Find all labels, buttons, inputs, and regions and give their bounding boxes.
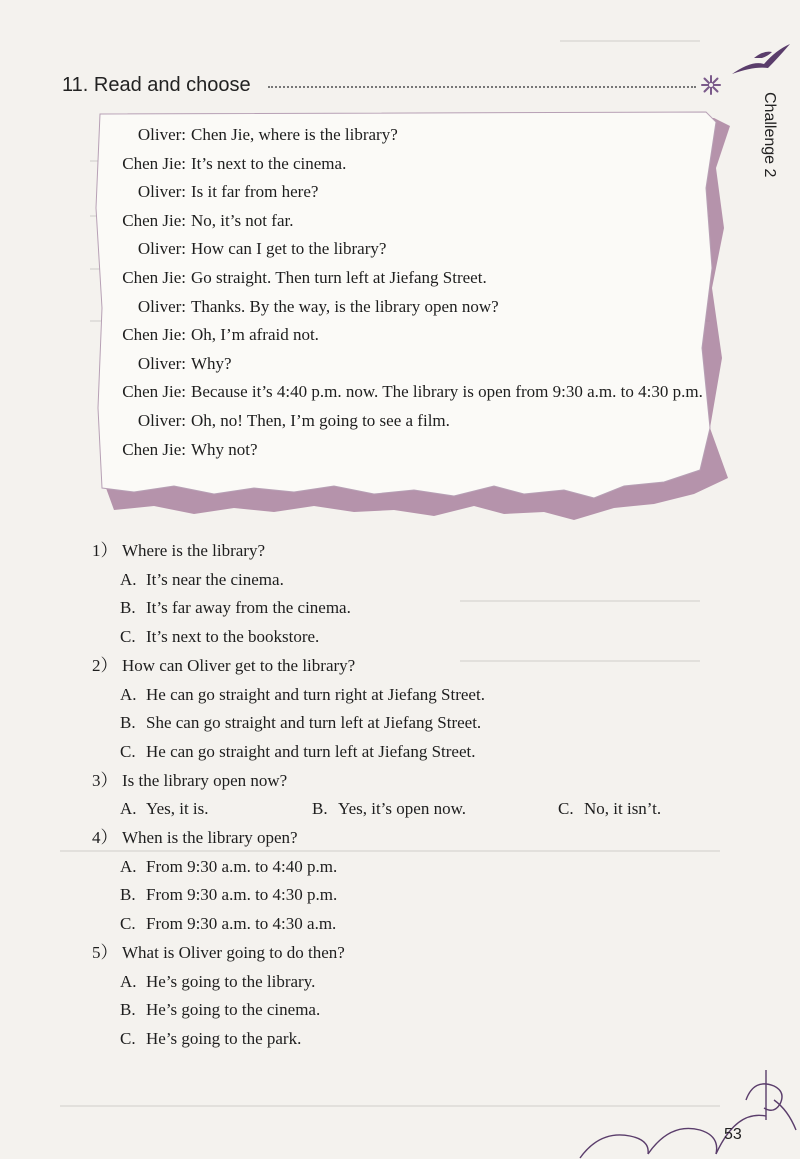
answer-option[interactable] [312, 795, 558, 824]
speaker-name: Chen Jie: [122, 439, 186, 459]
speech-text: Because it’s 4:40 p.m. now. The library is open from 9:30 a.m. to 4:30 p.m. [191, 382, 703, 402]
section-number: 11. [62, 74, 89, 96]
question-number: 1） [92, 541, 118, 560]
question [92, 537, 712, 566]
answer-option[interactable] [92, 709, 712, 738]
speaker-name: Oliver: [137, 125, 186, 144]
speaker-name: Oliver: [137, 182, 186, 202]
answer-option[interactable] [92, 681, 712, 710]
speaker-name: Chen Jie: [122, 153, 186, 173]
speech-text: It’s next to the cinema. [191, 153, 347, 173]
option-text: She can go straight and turn left at Jiefang Street. [146, 713, 482, 733]
speaker-name: Chen Jie: [122, 267, 186, 287]
question [92, 939, 712, 968]
option-text: He can go straight and turn left at Jiefang Street. [146, 741, 476, 761]
speech-text: Thanks. By the way, is the library open now? [191, 296, 499, 316]
speaker-name: Oliver: [137, 239, 186, 259]
question-text: What is Oliver going to do then? [122, 942, 345, 962]
speaker-name: Oliver: [137, 353, 186, 373]
speech-text: How can I get to the library? [191, 239, 387, 259]
option-letter: A. [120, 569, 137, 589]
question-number: 3） [92, 770, 118, 790]
option-letter: C. [558, 799, 574, 819]
answer-option[interactable] [92, 881, 712, 910]
option-text: He’s going to the park. [146, 1028, 302, 1048]
speech-text: Oh, I’m afraid not. [191, 325, 319, 345]
option-letter: C. [120, 1028, 136, 1048]
answer-option[interactable] [92, 1025, 712, 1054]
question [92, 652, 712, 681]
question-text: Where is the library? [122, 541, 266, 560]
question [92, 767, 712, 796]
option-letter: A. [120, 971, 137, 991]
speech-text: Go straight. Then turn left at Jiefang Street. [191, 267, 487, 287]
dialogue-line [110, 436, 710, 465]
section-title-text: Read and choose [93, 74, 251, 96]
speech-text: Is it far from here? [191, 182, 319, 202]
answer-option[interactable] [92, 566, 712, 595]
option-text: It’s next to the bookstore. [146, 627, 320, 647]
question-number: 2） [92, 655, 118, 675]
option-letter: B. [312, 799, 328, 819]
flying-birds-icon [724, 40, 794, 80]
option-letter: C. [120, 914, 136, 934]
answer-option[interactable] [558, 795, 661, 824]
dialogue-line [110, 235, 710, 264]
question-number: 5） [92, 942, 118, 962]
option-text: Yes, it’s open now. [338, 799, 466, 819]
option-letter: B. [120, 1000, 136, 1020]
answer-option[interactable] [92, 594, 712, 623]
option-letter: A. [120, 684, 137, 704]
option-letter: B. [120, 885, 136, 905]
option-letter: A. [120, 856, 137, 876]
speech-text: Oh, no! Then, I’m going to see a film. [191, 410, 450, 430]
dialogue-line [110, 264, 710, 293]
question-list [92, 537, 712, 1054]
answer-option[interactable] [92, 623, 712, 652]
answer-option[interactable] [92, 738, 712, 767]
dialogue-line [110, 350, 710, 379]
option-text: It’s far away from the cinema. [146, 598, 351, 618]
dialogue-line [110, 150, 710, 179]
option-letter: B. [120, 713, 136, 733]
option-letter: A. [120, 799, 137, 819]
option-text: It’s near the cinema. [146, 569, 284, 589]
option-letter: C. [120, 627, 136, 647]
answer-option[interactable] [120, 795, 312, 824]
option-text: No, it isn’t. [584, 799, 662, 819]
option-text: He’s going to the library. [146, 971, 316, 991]
corner-swirl-icon [560, 1070, 800, 1159]
answer-option-row [92, 795, 712, 824]
dialogue-line [110, 178, 710, 207]
speech-text: No, it’s not far. [191, 210, 294, 230]
dialogue-line [110, 407, 710, 436]
speaker-name: Chen Jie: [122, 382, 186, 402]
option-letter: C. [120, 741, 136, 761]
speaker-name: Chen Jie: [122, 210, 186, 230]
option-text: He’s going to the cinema. [146, 1000, 321, 1020]
option-text: Yes, it is. [146, 799, 209, 819]
speech-text: Why? [191, 353, 232, 373]
question-number: 4） [92, 828, 118, 848]
question [92, 824, 712, 853]
question-text: How can Oliver get to the library? [122, 655, 356, 675]
answer-option[interactable] [92, 910, 712, 939]
dialogue-line [110, 378, 710, 407]
title-dotted-rule [268, 86, 696, 88]
speaker-name: Chen Jie: [122, 325, 186, 345]
speech-text: Chen Jie, where is the library? [191, 125, 398, 144]
answer-option[interactable] [92, 853, 712, 882]
answer-option[interactable] [92, 968, 712, 997]
side-tab-label: Challenge 2 [761, 92, 778, 178]
option-text: From 9:30 a.m. to 4:30 p.m. [146, 885, 338, 905]
dialogue-line [110, 121, 710, 150]
flower-star-icon [700, 74, 722, 96]
question-text: Is the library open now? [122, 770, 288, 790]
option-letter: B. [120, 598, 136, 618]
answer-option[interactable] [92, 996, 712, 1025]
dialogue-line [110, 207, 710, 236]
dialogue-line [110, 321, 710, 350]
page-number: 53 [724, 1126, 742, 1143]
option-text: From 9:30 a.m. to 4:40 p.m. [146, 856, 338, 876]
dialogue-block [110, 121, 710, 464]
dialogue-line [110, 293, 710, 322]
question-text: When is the library open? [122, 828, 298, 848]
speech-text: Why not? [191, 439, 258, 459]
option-text: From 9:30 a.m. to 4:30 a.m. [146, 914, 337, 934]
speaker-name: Oliver: [137, 410, 186, 430]
section-title [62, 74, 251, 97]
option-text: He can go straight and turn right at Jiefang Street. [146, 684, 485, 704]
speaker-name: Oliver: [137, 296, 186, 316]
